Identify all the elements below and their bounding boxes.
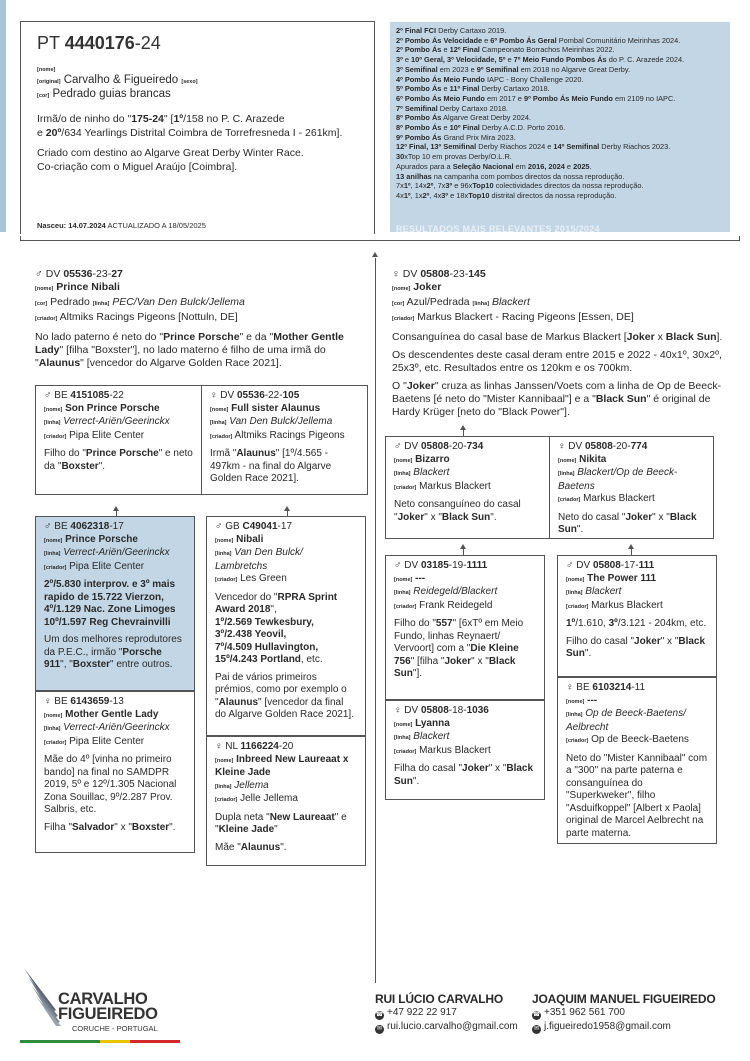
sire-dam-box: ♀ DV 05536-22-105 [nome] Full sister Alaunus [linha] Van Den Bulck/Jellema [criador] Altmiks Racings Pigeons Irmã "Alaunus" [1º/4.565 - 497km - na final do Algarve Golden Race 2021]. <box>201 385 368 495</box>
cobreeding-info: Co-criação com o Miguel Araújo [Coimbra]. <box>37 161 238 173</box>
tree-top-rule <box>20 240 740 241</box>
inbreed-box: ♀ NL 1166224-20 [nome] Inbreed New Laureaat x Kleine Jade [linha] Jellema [criador] Jelle Jellema Dupla neta "New Laureaat" e "Kleine Jade" Mãe "Alaunus". <box>206 736 366 866</box>
sibling-info-2: e 20º/634 Yearlings Distrital Coimbra de Torrefresneda I - 261km]. <box>37 127 343 139</box>
result-line: Apurados para a Seleção Nacional em 2016, 2024 e 2025. <box>396 161 592 171</box>
result-line: 3º e 10º Geral, 3º Velocidade, 5º e 7º Meio Fundo Pombos Ás do P. C. Arazede 2024. <box>396 55 685 65</box>
be-6103214-box: ♀ BE 6103214-11 [nome] --- [linha] Op de Beeck-Baetens/ Aelbrecht [criador] Op de Beeck-Baetens Neto do "Mister Kannibaal" com a "300" na parte paterna e consanguínea do "Superkweker", filho "Asduifkoppel" [Albert x Paola] original de Marcel Aelbrecht na parte materna. <box>557 677 717 844</box>
sire-block: ♂ DV 05536-23-27 [nome] Prince Nibali [cor] Pedrado [linha] PEC/Van Den Bulck/Jellema [criador] Altmiks Racings Pigeons [Nottuln, DE] No lado paterno é neto do "Prince Porsche" e da "Mother Gentle Lady" [filha "Boxster"], no lado materno é filho de uma irmã do "Alaunus" [vencedor do Algarve Golden Race 2021]. <box>35 268 344 369</box>
result-line: 3º Semifinal em 2023 e 9º Semifinal em 2018 no Algarve Great Derby. <box>396 64 631 74</box>
result-line: 7x1º, 14x2º, 7x3º e 96xTop10 colectividades directos da nossa reprodução. <box>396 181 644 191</box>
result-line: 2º Pombo Ás e 12º Final Campeonato Borrachos Meirinhas 2022. <box>396 45 615 55</box>
destination-info: Criado com destino ao Algarve Great Derby Winter Race. <box>37 147 304 159</box>
result-line: 8º Pombo Ás e 10º Final Derby A.C.D. Porto 2016. <box>396 123 566 133</box>
email-link[interactable]: j.figueiredo1958@gmail.com <box>544 1021 671 1032</box>
tree-tick-right <box>739 236 740 241</box>
results-watermark: RESULTADOS MAIS RELEVANTES 2015/2024 <box>396 224 600 232</box>
email-icon: ✉ <box>376 1026 383 1032</box>
arrow-up-icon <box>372 252 378 257</box>
result-line: 2º Pombo Ás Velocidade e 6º Pombo Ás Geral Pombal Comunitário Meirinhas 2024. <box>396 35 681 45</box>
dv-1111-box: ♂ DV 03185-19-1111 [nome] --- [linha] Reidegeld/Blackert [criador] Frank Reidegeld Filho do "557" [6xTº em Meio Fundo, linhas Reynaert/ Vervoort] com a "Die Kleine 756" [filha "Joker" x "Black Sun"]. <box>385 555 545 700</box>
pigeon-ring-title: PT 4440176-24 <box>37 33 161 53</box>
contact-joaquim: JOAQUIM MANUEL FIGUEIREDO ☎ +351 962 561 700 ✉ j.figueiredo1958@gmail.com <box>532 992 716 1032</box>
result-line: 30xTop 10 em provas Derby/O.L.R. <box>396 152 512 162</box>
brand-location: CORUCHE - PORTUGAL <box>72 1024 158 1033</box>
result-line: 7º Semifinal Derby Cartaxo 2018. <box>396 103 508 113</box>
flag-stripe <box>20 1040 180 1043</box>
tree-tick-left <box>20 236 21 241</box>
prince-porsche-box: ♂ BE 4062318-17 [nome] Prince Porsche [linha] Verrect-Ariën/Geerinckx [criador] Pipa Elite Center 2º/5.830 interprov. e 3º mais rapido de 15.722 Vierzon, 4º/1.129 Nac. Zone Limoges 10º/1.597 Reg Chevrainvilli Um dos melhores reprodutores da P.E.C., irmão "Porsche 911", "Boxster" entre outros. <box>35 516 195 691</box>
contact-rui: RUI LÚCIO CARVALHO ☎ +47 922 22 917 ✉ rui.lucio.carvalho@gmail.com <box>375 992 518 1032</box>
tree-center-line <box>375 258 376 983</box>
result-line: 12º Final, 13º Semifinal Derby Riachos 2024 e 14º Semifinal Derby Riachos 2023. <box>396 142 671 152</box>
pigeon-wing-icon <box>22 966 62 1026</box>
sibling-info: Irmã/o de ninho do "175-24" [1º/158 no P. C. Arazede <box>37 113 285 125</box>
result-line: 5º Pombo Ás e 11º Final Derby Cartaxo 2018. <box>396 84 550 94</box>
email-link[interactable]: rui.lucio.carvalho@gmail.com <box>387 1021 518 1032</box>
phone-link[interactable]: +47 922 22 917 <box>387 1007 457 1018</box>
lyanna-box: ♀ DV 05808-18-1036 [nome] Lyanna [linha] Blackert [criador] Markus Blackert Filha do casal "Joker" x "Black Sun". <box>385 700 545 800</box>
result-line: 2º Final FCI Derby Cartaxo 2019. <box>396 26 507 35</box>
result-line: 4º Pombo Ás Meio Fundo IAPC - Bony Challenge 2020. <box>396 74 584 84</box>
mother-gentle-lady-box: ♀ BE 6143659-13 [nome] Mother Gentle Lady [linha] Verrect-Ariën/Geerinckx [criador] Pipa Elite Center Mãe do 4º [vinha no primeiro bando] na final no SAMDPR 2019, 5º e 12º/1.305 Nacional Zona Souillac, 9º/2.287 Prov. Salbris, etc. Filha "Salvador" x "Boxster". <box>35 691 195 853</box>
phone-link[interactable]: +351 962 561 700 <box>544 1007 625 1018</box>
results-panel <box>390 22 730 232</box>
connector <box>463 429 464 436</box>
name-field: [nome] <box>37 67 56 73</box>
result-line: 8º Pombo Ás Algarve Great Derby 2024. <box>396 113 531 123</box>
result-line: 6º Pombo Ás Meio Fundo em 2017 e 9º Pombo Ás Meio Fundo em 2109 no IAPC. <box>396 93 676 103</box>
result-line: 9º Pombo Ás Grand Prix Mira 2023. <box>396 132 516 142</box>
the-power-111-box: ♂ DV 05808-17-111 [nome] The Power 111 [linha] Blackert [criador] Markus Blackert 1º/1.610, 3º/3.121 - 204km, etc. Filho do casal "Joker" x "Black Sun". <box>557 555 717 677</box>
connector <box>463 548 464 555</box>
nikita-box: ♀ DV 05808-20-774 [nome] Nikita [linha] Blackert/Op de Beeck-Baetens [criador] Markus Blackert Neto do casal "Joker" x "Black Sun". <box>549 436 714 539</box>
accent-band <box>0 0 6 232</box>
result-line: 4x1º, 1x2º, 4x3º e 18xTop10 distrital directos da nossa reprodução. <box>396 190 617 200</box>
dam-block: ♀ DV 05808-23-145 [nome] Joker [cor] Azul/Pedrada [linha] Blackert [criador] Markus Blackert - Racing Pigeons [Essen, DE] Consanguínea do casal base de Markus Blackert [Joker x Black Sun]. Os descendentes deste casal deram entre 2015 e 2022 - 40x1º, 30x2º, 25x3º, etc. Resultados entre os 120km e os 700km. O "Joker" cruza as linhas Janssen/Voets com a linha de Op de Beeck-Baetens [é neto do "Mister Kannibaal"] e a "Black Sun" é original de Hardy Krüger [neto do "Black Power"]. <box>392 268 723 418</box>
bizarro-box: ♂ DV 05808-20-734 [nome] Bizarro [linha] Blackert [criador] Markus Blackert Neto consanguíneo do casal "Joker" x "Black Sun". <box>385 436 550 539</box>
sire-sire-box: ♂ BE 4151085-22 [nome] Son Prince Porsche [linha] Verrect-Ariën/Geerinckx [criador] Pipa Elite Center Filho do "Prince Porsche" e neto da "Boxster". <box>35 385 202 495</box>
color-field: [cor] Pedrado guias brancas <box>37 88 171 100</box>
birth-date: Nasceu: 14.07.2024 ACTUALIZADO A 18/05/2025 <box>37 221 206 230</box>
email-icon: ✉ <box>533 1026 540 1032</box>
phone-icon: ☎ <box>532 1012 541 1018</box>
nibali-box: ♂ GB C49041-17 [nome] Nibali [linha] Van Den Bulck/ Lambretchs [criador] Les Green Vencedor do "RPRA Sprint Award 2018", 1º/2.569 Tewkesbury, 3º/2.438 Yeovil, 7º/4.509 Hullavington, 15º/4.243 Portland, etc. Pai de vários primeiros prémios, como por exemplo o "Alaunus" [vencedor da final do Algarve Golden Race 2021]. <box>206 516 366 736</box>
brand-logo: CARVALHO FIGUEIREDO <box>58 990 158 1023</box>
result-line: 13 anilhas na campanha com pombos directos da nossa reprodução. <box>396 171 625 181</box>
original-field: [original] Carvalho & Figueiredo [sexo] <box>37 74 198 86</box>
connector <box>631 548 632 555</box>
phone-icon: ☎ <box>375 1012 384 1018</box>
